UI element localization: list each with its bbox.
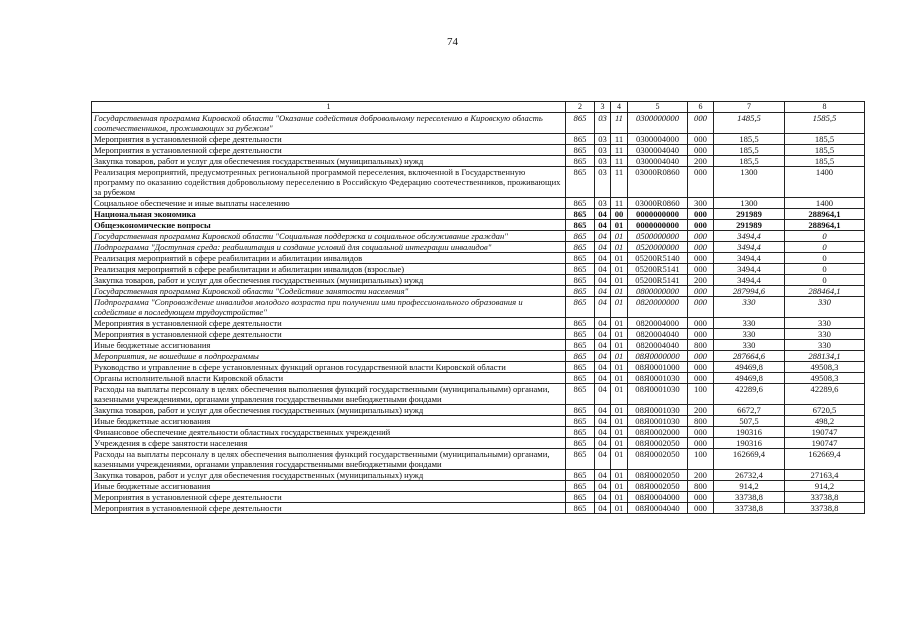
budget-table	[91, 101, 865, 514]
row-amount-1-cell: 185,5	[714, 156, 785, 167]
row-vr-cell: 000	[688, 286, 714, 297]
table-row	[92, 220, 865, 231]
row-name-cell: Подпрограмма "Сопровождение инвалидов молодого возраста при получении ими профессионального образования и содействие в последующем трудоустройстве"	[92, 297, 566, 318]
table-row	[92, 470, 865, 481]
table-row	[92, 231, 865, 242]
table-row	[92, 405, 865, 416]
row-name-cell: Национальная экономика	[92, 209, 566, 220]
table-body	[92, 102, 865, 514]
row-name-cell: Руководство и управление в сфере установленных функций органов государственной власти Кировской области	[92, 362, 566, 373]
row-amount-1-cell: 914,2	[714, 481, 785, 492]
row-name-cell: Закупка товаров, работ и услуг для обеспечения государственных (муниципальных) нужд	[92, 275, 566, 286]
table-row	[92, 318, 865, 329]
row-gr-cell: 865	[566, 253, 595, 264]
row-rz-cell: 04	[595, 209, 611, 220]
row-vr-cell: 000	[688, 438, 714, 449]
row-vr-cell: 000	[688, 167, 714, 198]
row-cs-cell: 05200R5141	[628, 275, 688, 286]
row-vr-cell: 000	[688, 373, 714, 384]
row-amount-2-cell: 0	[785, 264, 865, 275]
row-cs-cell: 0500000000	[628, 231, 688, 242]
column-header: 4	[611, 102, 628, 113]
row-rz-cell: 04	[595, 438, 611, 449]
row-amount-1-cell: 49469,8	[714, 373, 785, 384]
row-name-cell: Иные бюджетные ассигнования	[92, 340, 566, 351]
row-amount-2-cell: 330	[785, 318, 865, 329]
row-amount-1-cell: 330	[714, 318, 785, 329]
row-gr-cell: 865	[566, 167, 595, 198]
row-amount-1-cell: 1300	[714, 198, 785, 209]
row-amount-2-cell: 33738,8	[785, 503, 865, 514]
row-amount-2-cell: 185,5	[785, 134, 865, 145]
row-name-cell: Подпрограмма "Доступная среда: реабилитация и создание условий для социальной интеграции инвалидов"	[92, 242, 566, 253]
table-header-row	[92, 102, 865, 113]
row-rz-cell: 04	[595, 384, 611, 405]
row-name-cell: Реализация мероприятий в сфере реабилитации и абилитации инвалидов	[92, 253, 566, 264]
row-pr-cell: 01	[611, 384, 628, 405]
row-rz-cell: 03	[595, 145, 611, 156]
table-row	[92, 297, 865, 318]
row-amount-1-cell: 42289,6	[714, 384, 785, 405]
row-name-cell: Общеэкономические вопросы	[92, 220, 566, 231]
row-vr-cell: 800	[688, 481, 714, 492]
row-amount-1-cell: 3494,4	[714, 242, 785, 253]
table-row	[92, 242, 865, 253]
row-amount-2-cell: 1400	[785, 167, 865, 198]
row-gr-cell: 865	[566, 427, 595, 438]
column-header: 8	[785, 102, 865, 113]
row-rz-cell: 04	[595, 264, 611, 275]
row-vr-cell: 000	[688, 220, 714, 231]
row-cs-cell: 0300000000	[628, 113, 688, 134]
row-amount-2-cell: 49508,3	[785, 362, 865, 373]
table-row	[92, 329, 865, 340]
row-vr-cell: 000	[688, 351, 714, 362]
table-row	[92, 492, 865, 503]
row-vr-cell: 000	[688, 297, 714, 318]
row-gr-cell: 865	[566, 198, 595, 209]
row-gr-cell: 865	[566, 275, 595, 286]
row-name-cell: Мероприятия в установленной сфере деятельности	[92, 318, 566, 329]
row-amount-2-cell: 27163,4	[785, 470, 865, 481]
row-cs-cell: 08Я0002000	[628, 427, 688, 438]
row-amount-1-cell: 330	[714, 297, 785, 318]
row-rz-cell: 04	[595, 362, 611, 373]
row-pr-cell: 01	[611, 416, 628, 427]
row-name-cell: Учреждения в сфере занятости населения	[92, 438, 566, 449]
row-amount-2-cell: 1585,5	[785, 113, 865, 134]
row-name-cell: Иные бюджетные ассигнования	[92, 481, 566, 492]
row-amount-2-cell: 185,5	[785, 156, 865, 167]
row-vr-cell: 000	[688, 253, 714, 264]
table-row	[92, 275, 865, 286]
row-pr-cell: 11	[611, 145, 628, 156]
row-name-cell: Мероприятия в установленной сфере деятельности	[92, 492, 566, 503]
row-name-cell: Мероприятия, не вошедшие в подпрограммы	[92, 351, 566, 362]
row-pr-cell: 01	[611, 231, 628, 242]
row-amount-2-cell: 288964,1	[785, 209, 865, 220]
row-cs-cell: 0520000000	[628, 242, 688, 253]
row-amount-1-cell: 162669,4	[714, 449, 785, 470]
row-rz-cell: 04	[595, 286, 611, 297]
row-amount-1-cell: 33738,8	[714, 492, 785, 503]
row-vr-cell: 000	[688, 242, 714, 253]
row-rz-cell: 04	[595, 405, 611, 416]
row-rz-cell: 04	[595, 318, 611, 329]
row-cs-cell: 08Я0001030	[628, 416, 688, 427]
row-name-cell: Мероприятия в установленной сфере деятельности	[92, 329, 566, 340]
table-row	[92, 384, 865, 405]
row-gr-cell: 865	[566, 286, 595, 297]
page-number: 74	[447, 36, 458, 48]
row-amount-1-cell: 185,5	[714, 134, 785, 145]
row-vr-cell: 000	[688, 427, 714, 438]
row-vr-cell: 100	[688, 384, 714, 405]
row-pr-cell: 00	[611, 209, 628, 220]
row-name-cell: Государственная программа Кировской области "Оказание содействия добровольному переселению в Кировскую область соотечественников, проживающих за рубежом"	[92, 113, 566, 134]
row-rz-cell: 04	[595, 503, 611, 514]
row-vr-cell: 800	[688, 340, 714, 351]
row-pr-cell: 01	[611, 427, 628, 438]
row-pr-cell: 11	[611, 113, 628, 134]
row-cs-cell: 0300004040	[628, 145, 688, 156]
column-header: 3	[595, 102, 611, 113]
row-name-cell: Государственная программа Кировской области "Социальная поддержка и социальное обслуживание граждан"	[92, 231, 566, 242]
row-amount-1-cell: 33738,8	[714, 503, 785, 514]
row-name-cell: Социальное обеспечение и иные выплаты населению	[92, 198, 566, 209]
row-gr-cell: 865	[566, 209, 595, 220]
row-amount-1-cell: 185,5	[714, 145, 785, 156]
row-pr-cell: 01	[611, 405, 628, 416]
row-vr-cell: 200	[688, 275, 714, 286]
row-amount-1-cell: 26732,4	[714, 470, 785, 481]
row-pr-cell: 01	[611, 275, 628, 286]
row-amount-2-cell: 6720,5	[785, 405, 865, 416]
row-amount-1-cell: 1485,5	[714, 113, 785, 134]
row-cs-cell: 08Я0004000	[628, 492, 688, 503]
row-rz-cell: 04	[595, 220, 611, 231]
row-name-cell: Закупка товаров, работ и услуг для обеспечения государственных (муниципальных) нужд	[92, 470, 566, 481]
row-name-cell: Закупка товаров, работ и услуг для обеспечения государственных (муниципальных) нужд	[92, 156, 566, 167]
row-rz-cell: 04	[595, 470, 611, 481]
row-rz-cell: 04	[595, 373, 611, 384]
row-pr-cell: 01	[611, 329, 628, 340]
row-gr-cell: 865	[566, 113, 595, 134]
row-amount-2-cell: 33738,8	[785, 492, 865, 503]
row-cs-cell: 03000R0860	[628, 167, 688, 198]
table-row	[92, 340, 865, 351]
row-cs-cell: 08Я0002050	[628, 470, 688, 481]
row-gr-cell: 865	[566, 242, 595, 253]
row-gr-cell: 865	[566, 405, 595, 416]
row-amount-1-cell: 287994,6	[714, 286, 785, 297]
row-pr-cell: 01	[611, 470, 628, 481]
row-cs-cell: 08Я0001030	[628, 384, 688, 405]
row-name-cell: Иные бюджетные ассигнования	[92, 416, 566, 427]
row-gr-cell: 865	[566, 264, 595, 275]
row-gr-cell: 865	[566, 492, 595, 503]
row-cs-cell: 0800000000	[628, 286, 688, 297]
row-cs-cell: 08Я0002050	[628, 449, 688, 470]
table-row	[92, 253, 865, 264]
row-name-cell: Закупка товаров, работ и услуг для обеспечения государственных (муниципальных) нужд	[92, 405, 566, 416]
row-cs-cell: 0820004000	[628, 318, 688, 329]
row-pr-cell: 11	[611, 198, 628, 209]
column-header: 7	[714, 102, 785, 113]
row-vr-cell: 000	[688, 362, 714, 373]
row-amount-1-cell: 287664,6	[714, 351, 785, 362]
row-rz-cell: 04	[595, 242, 611, 253]
row-vr-cell: 000	[688, 145, 714, 156]
table-row	[92, 416, 865, 427]
row-pr-cell: 01	[611, 318, 628, 329]
row-rz-cell: 04	[595, 340, 611, 351]
row-amount-1-cell: 291989	[714, 220, 785, 231]
row-amount-1-cell: 330	[714, 340, 785, 351]
row-amount-1-cell: 3494,4	[714, 253, 785, 264]
row-rz-cell: 04	[595, 416, 611, 427]
row-amount-2-cell: 288134,1	[785, 351, 865, 362]
row-amount-2-cell: 498,2	[785, 416, 865, 427]
row-pr-cell: 11	[611, 134, 628, 145]
row-pr-cell: 01	[611, 362, 628, 373]
row-cs-cell: 0820004040	[628, 329, 688, 340]
row-pr-cell: 01	[611, 481, 628, 492]
row-cs-cell: 0000000000	[628, 209, 688, 220]
table-row	[92, 503, 865, 514]
row-vr-cell: 000	[688, 318, 714, 329]
row-amount-2-cell: 0	[785, 242, 865, 253]
row-pr-cell: 01	[611, 340, 628, 351]
row-pr-cell: 11	[611, 156, 628, 167]
row-amount-1-cell: 507,5	[714, 416, 785, 427]
row-vr-cell: 200	[688, 156, 714, 167]
row-gr-cell: 865	[566, 340, 595, 351]
row-pr-cell: 01	[611, 253, 628, 264]
row-amount-1-cell: 3494,4	[714, 231, 785, 242]
row-pr-cell: 01	[611, 286, 628, 297]
row-rz-cell: 03	[595, 156, 611, 167]
column-header: 2	[566, 102, 595, 113]
column-header: 5	[628, 102, 688, 113]
row-cs-cell: 05200R5141	[628, 264, 688, 275]
row-rz-cell: 04	[595, 275, 611, 286]
row-amount-2-cell: 42289,6	[785, 384, 865, 405]
row-amount-2-cell: 0	[785, 275, 865, 286]
row-amount-1-cell: 3494,4	[714, 275, 785, 286]
row-amount-1-cell: 3494,4	[714, 264, 785, 275]
row-name-cell: Мероприятия в установленной сфере деятельности	[92, 134, 566, 145]
table-row	[92, 167, 865, 198]
row-gr-cell: 865	[566, 503, 595, 514]
row-gr-cell: 865	[566, 384, 595, 405]
row-name-cell: Органы исполнительной власти Кировской области	[92, 373, 566, 384]
table-row	[92, 373, 865, 384]
row-vr-cell: 000	[688, 264, 714, 275]
row-rz-cell: 03	[595, 134, 611, 145]
row-gr-cell: 865	[566, 145, 595, 156]
row-pr-cell: 01	[611, 242, 628, 253]
row-pr-cell: 01	[611, 351, 628, 362]
row-cs-cell: 0820004040	[628, 340, 688, 351]
row-amount-1-cell: 190316	[714, 427, 785, 438]
row-pr-cell: 01	[611, 297, 628, 318]
table-row	[92, 113, 865, 134]
column-header: 6	[688, 102, 714, 113]
row-amount-2-cell: 330	[785, 329, 865, 340]
row-vr-cell: 000	[688, 492, 714, 503]
row-pr-cell: 11	[611, 167, 628, 198]
row-pr-cell: 01	[611, 492, 628, 503]
row-gr-cell: 865	[566, 134, 595, 145]
column-header: 1	[92, 102, 566, 113]
row-rz-cell: 03	[595, 167, 611, 198]
row-amount-2-cell: 190747	[785, 427, 865, 438]
row-cs-cell: 08Я0004040	[628, 503, 688, 514]
row-rz-cell: 03	[595, 113, 611, 134]
row-pr-cell: 01	[611, 373, 628, 384]
row-vr-cell: 100	[688, 449, 714, 470]
table-row	[92, 145, 865, 156]
row-amount-1-cell: 49469,8	[714, 362, 785, 373]
row-rz-cell: 04	[595, 297, 611, 318]
row-cs-cell: 05200R5140	[628, 253, 688, 264]
row-amount-2-cell: 288964,1	[785, 220, 865, 231]
row-name-cell: Финансовое обеспечение деятельности областных государственных учреждений	[92, 427, 566, 438]
table-row	[92, 264, 865, 275]
row-amount-2-cell: 0	[785, 231, 865, 242]
row-gr-cell: 865	[566, 297, 595, 318]
row-vr-cell: 000	[688, 231, 714, 242]
row-gr-cell: 865	[566, 220, 595, 231]
row-gr-cell: 865	[566, 156, 595, 167]
row-cs-cell: 0820000000	[628, 297, 688, 318]
table-row	[92, 134, 865, 145]
row-amount-2-cell: 185,5	[785, 145, 865, 156]
row-vr-cell: 000	[688, 134, 714, 145]
row-gr-cell: 865	[566, 373, 595, 384]
table-row	[92, 198, 865, 209]
row-pr-cell: 01	[611, 264, 628, 275]
row-rz-cell: 04	[595, 481, 611, 492]
row-amount-2-cell: 914,2	[785, 481, 865, 492]
row-rz-cell: 04	[595, 427, 611, 438]
row-name-cell: Государственная программа Кировской области "Содействие занятости населения"	[92, 286, 566, 297]
row-name-cell: Мероприятия в установленной сфере деятельности	[92, 503, 566, 514]
row-amount-2-cell: 1400	[785, 198, 865, 209]
row-amount-2-cell: 330	[785, 297, 865, 318]
row-cs-cell: 08Я0002050	[628, 481, 688, 492]
row-amount-1-cell: 190316	[714, 438, 785, 449]
row-rz-cell: 04	[595, 231, 611, 242]
table-row	[92, 286, 865, 297]
row-gr-cell: 865	[566, 329, 595, 340]
row-gr-cell: 865	[566, 438, 595, 449]
row-amount-2-cell: 0	[785, 253, 865, 264]
row-name-cell: Расходы на выплаты персоналу в целях обеспечения выполнения функций государственными (муниципальными) органами, казенными учреждениями, органами управления государственными внебюджетными фондами	[92, 384, 566, 405]
row-amount-2-cell: 162669,4	[785, 449, 865, 470]
row-gr-cell: 865	[566, 351, 595, 362]
table-row	[92, 156, 865, 167]
row-vr-cell: 000	[688, 113, 714, 134]
row-cs-cell: 08Я0001000	[628, 362, 688, 373]
row-vr-cell: 000	[688, 329, 714, 340]
row-pr-cell: 01	[611, 220, 628, 231]
row-rz-cell: 04	[595, 492, 611, 503]
row-rz-cell: 03	[595, 198, 611, 209]
row-amount-1-cell: 330	[714, 329, 785, 340]
row-pr-cell: 01	[611, 438, 628, 449]
row-vr-cell: 200	[688, 405, 714, 416]
row-gr-cell: 865	[566, 481, 595, 492]
row-amount-2-cell: 288464,1	[785, 286, 865, 297]
row-amount-2-cell: 190747	[785, 438, 865, 449]
row-cs-cell: 0000000000	[628, 220, 688, 231]
row-vr-cell: 300	[688, 198, 714, 209]
row-cs-cell: 08Я0002050	[628, 438, 688, 449]
table-row	[92, 438, 865, 449]
row-gr-cell: 865	[566, 318, 595, 329]
row-vr-cell: 000	[688, 209, 714, 220]
row-rz-cell: 04	[595, 329, 611, 340]
row-vr-cell: 200	[688, 470, 714, 481]
row-pr-cell: 01	[611, 449, 628, 470]
row-amount-2-cell: 330	[785, 340, 865, 351]
row-cs-cell: 03000R0860	[628, 198, 688, 209]
table-row	[92, 362, 865, 373]
table-row	[92, 481, 865, 492]
row-gr-cell: 865	[566, 416, 595, 427]
row-name-cell: Реализация мероприятий, предусмотренных региональной программой переселения, включенной в Государственную программу по оказанию содействия добровольному переселению в Российскую Федерацию соотечественников, проживающих за рубежом	[92, 167, 566, 198]
table-row	[92, 209, 865, 220]
table-row	[92, 427, 865, 438]
table-row	[92, 351, 865, 362]
table-row	[92, 449, 865, 470]
row-amount-1-cell: 6672,7	[714, 405, 785, 416]
row-vr-cell: 000	[688, 503, 714, 514]
row-cs-cell: 08Я0001030	[628, 373, 688, 384]
row-rz-cell: 04	[595, 351, 611, 362]
row-name-cell: Реализация мероприятий в сфере реабилитации и абилитации инвалидов (взрослые)	[92, 264, 566, 275]
row-amount-1-cell: 291989	[714, 209, 785, 220]
row-cs-cell: 08Я0001030	[628, 405, 688, 416]
row-cs-cell: 0300004040	[628, 156, 688, 167]
row-gr-cell: 865	[566, 231, 595, 242]
row-gr-cell: 865	[566, 449, 595, 470]
row-rz-cell: 04	[595, 253, 611, 264]
row-gr-cell: 865	[566, 362, 595, 373]
row-vr-cell: 800	[688, 416, 714, 427]
row-name-cell: Расходы на выплаты персоналу в целях обеспечения выполнения функций государственными (муниципальными) органами, казенными учреждениями, органами управления государственными внебюджетными фондами	[92, 449, 566, 470]
row-name-cell: Мероприятия в установленной сфере деятельности	[92, 145, 566, 156]
row-pr-cell: 01	[611, 503, 628, 514]
row-amount-1-cell: 1300	[714, 167, 785, 198]
row-gr-cell: 865	[566, 470, 595, 481]
row-rz-cell: 04	[595, 449, 611, 470]
row-amount-2-cell: 49508,3	[785, 373, 865, 384]
row-cs-cell: 08Я0000000	[628, 351, 688, 362]
row-cs-cell: 0300004000	[628, 134, 688, 145]
